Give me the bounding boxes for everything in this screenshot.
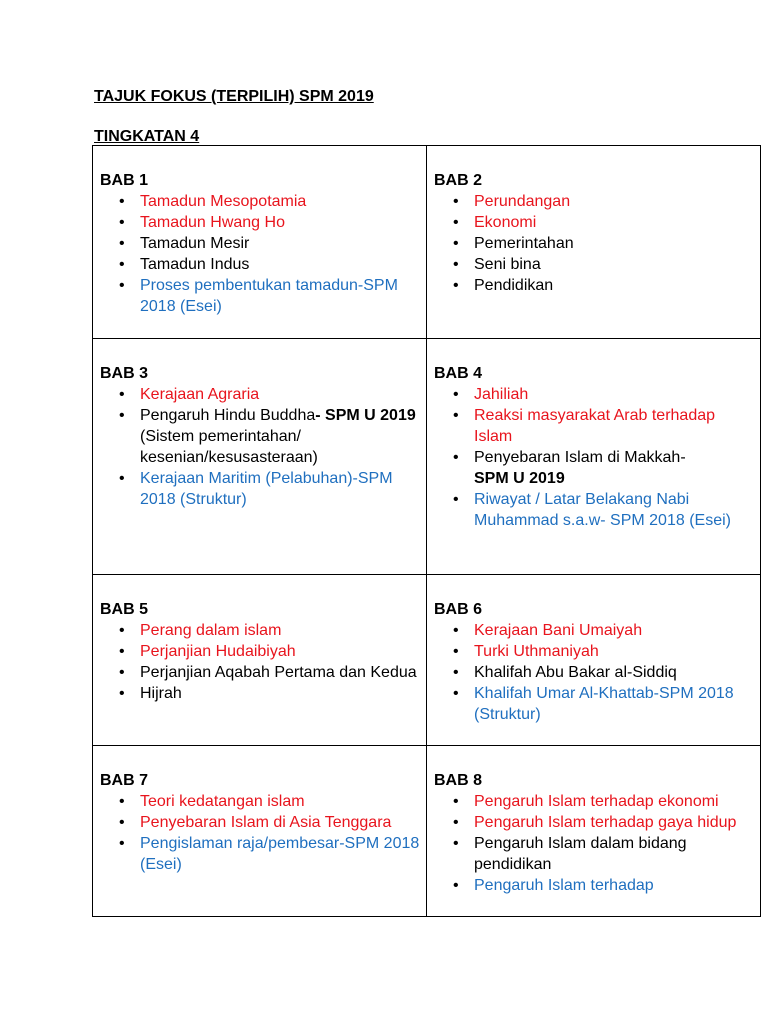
topic-item: • Seni bina [434, 254, 754, 275]
exam-tag: - SPM U 2019 [315, 407, 416, 424]
topic-item: • Proses pembentukan tamadun-SPM 2018 (Esei) [100, 275, 420, 317]
topic-list [434, 620, 754, 725]
document-title: TAJUK FOKUS (TERPILIH) SPM 2019 [94, 88, 374, 105]
topic-note: (Sistem pemerintahan/ kesenian/kesusasteraan) [140, 428, 318, 466]
topic-item: • Riwayat / Latar Belakang Nabi Muhammad s.a.w- SPM 2018 (Esei) [434, 489, 754, 531]
chapter-cell-bab-7 [93, 746, 427, 917]
chapter-heading: BAB 4 [434, 365, 483, 382]
topic-item: • Pengaruh Islam terhadap gaya hidup [434, 812, 754, 833]
topic-text: Pengaruh Hindu Buddha [140, 407, 316, 424]
topic-item: • Ekonomi [434, 212, 754, 233]
topic-item: • Jahiliah [434, 384, 754, 405]
topic-item: • Pengaruh Islam terhadap [434, 875, 754, 896]
topic-item: • Hijrah [100, 683, 420, 704]
topic-item: • Penyebaran Islam di Asia Tenggara [100, 812, 420, 833]
topic-item: • Tamadun Indus [100, 254, 420, 275]
topic-item: • Khalifah Abu Bakar al-Siddiq [434, 662, 754, 683]
chapter-heading: BAB 1 [100, 172, 149, 189]
chapter-heading: BAB 7 [100, 772, 149, 789]
topic-item: • Teori kedatangan islam [100, 791, 420, 812]
topic-item [100, 405, 420, 468]
chapter-cell-bab-1 [93, 146, 427, 339]
topic-item: • Tamadun Mesir [100, 233, 420, 254]
topic-list [100, 191, 420, 317]
topic-item: • Tamadun Mesopotamia [100, 191, 420, 212]
topic-item: • Pendidikan [434, 275, 754, 296]
chapter-cell-bab-8 [427, 746, 761, 917]
chapter-heading: BAB 8 [434, 772, 483, 789]
topic-list [100, 791, 420, 875]
chapter-cell-bab-3 [93, 339, 427, 575]
topic-list [434, 791, 754, 896]
chapter-cell-bab-2 [427, 146, 761, 339]
topic-item: • Khalifah Umar Al-Khattab-SPM 2018 (Struktur) [434, 683, 754, 725]
topic-item: • Pengislaman raja/pembesar-SPM 2018 (Esei) [100, 833, 420, 875]
table-row [93, 146, 761, 339]
topic-item: • Reaksi masyarakat Arab terhadap Islam [434, 405, 754, 447]
topic-item: • Kerajaan Agraria [100, 384, 420, 405]
chapter-cell-bab-6 [427, 575, 761, 746]
topic-list [100, 384, 420, 510]
topic-item [434, 447, 754, 489]
topic-item: • Perjanjian Aqabah Pertama dan Kedua [100, 662, 420, 683]
table-row [93, 339, 761, 575]
chapter-cell-bab-5 [93, 575, 427, 746]
section-subtitle: TINGKATAN 4 [94, 128, 200, 145]
chapter-heading: BAB 5 [100, 601, 149, 618]
topic-item: • Pengaruh Islam dalam bidang pendidikan [434, 833, 754, 875]
topic-item: • Kerajaan Maritim (Pelabuhan)-SPM 2018 (Struktur) [100, 468, 420, 510]
topic-item: • Turki Uthmaniyah [434, 641, 754, 662]
topic-item: • Kerajaan Bani Umaiyah [434, 620, 754, 641]
table-row [93, 575, 761, 746]
chapter-heading: BAB 6 [434, 601, 483, 618]
chapter-cell-bab-4 [427, 339, 761, 575]
topic-item: • Perang dalam islam [100, 620, 420, 641]
chapter-heading: BAB 3 [100, 365, 149, 382]
topic-list [434, 191, 754, 296]
topic-text: Penyebaran Islam di Makkah- [474, 449, 686, 466]
topic-item: • Tamadun Hwang Ho [100, 212, 420, 233]
exam-tag: SPM U 2019 [474, 470, 565, 487]
topic-list [434, 384, 754, 531]
table-row [93, 746, 761, 917]
topic-item: • Pengaruh Islam terhadap ekonomi [434, 791, 754, 812]
topic-item: • Perjanjian Hudaibiyah [100, 641, 420, 662]
topic-item: • Pemerintahan [434, 233, 754, 254]
topic-item: • Perundangan [434, 191, 754, 212]
chapter-table [92, 145, 761, 917]
topic-list [100, 620, 420, 704]
chapter-heading: BAB 2 [434, 172, 483, 189]
